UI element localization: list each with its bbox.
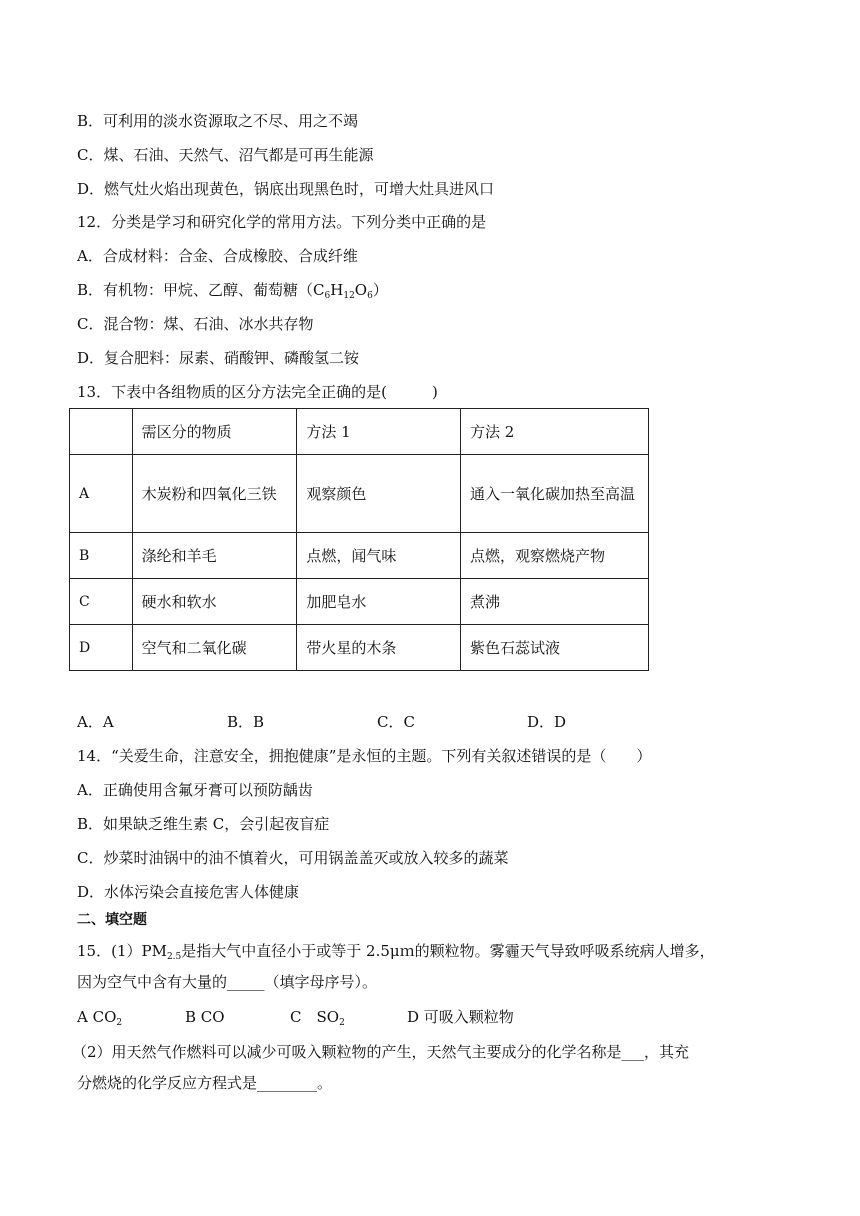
table-cell: 带火星的木条 bbox=[297, 625, 461, 671]
q13-option-d: D．D bbox=[527, 713, 567, 731]
formula-sub: 2 bbox=[116, 1018, 123, 1028]
q13-option-a: A．A bbox=[77, 713, 114, 731]
q15-part2-line2: 分燃烧的化学反应方程式是________。 bbox=[77, 1074, 333, 1092]
formula-part: C SO bbox=[290, 1008, 340, 1026]
table-header-cell: 方法 2 bbox=[461, 409, 649, 455]
table-cell: A bbox=[70, 455, 133, 533]
formula-sub: 12 bbox=[343, 291, 355, 301]
q11-option-d: D．燃气灶火焰出现黄色，锅底出现黑色时，可增大灶具进风口 bbox=[77, 180, 495, 198]
q15-option-b: B CO bbox=[185, 1008, 225, 1026]
q13-stem: 13．下表中各组物质的区分方法完全正确的是( ) bbox=[77, 383, 438, 401]
table-cell: D bbox=[70, 625, 133, 671]
q11-option-b: B．可利用的淡水资源取之不尽、用之不竭 bbox=[77, 112, 359, 130]
q13-option-b: B．B bbox=[227, 713, 265, 731]
q14-stem: 14．“关爱生命，注意安全，拥抱健康”是永恒的主题。下列有关叙述错误的是（ ） bbox=[77, 747, 652, 765]
table-cell: C bbox=[70, 579, 133, 625]
q12-option-a: A．合成材料：合金、合成橡胶、合成纤维 bbox=[77, 247, 358, 265]
formula-suffix: ） bbox=[372, 281, 388, 299]
q12-option-b bbox=[77, 280, 388, 300]
q14-option-b: B．如果缺乏维生素 C，会引起夜盲症 bbox=[77, 815, 330, 833]
table-cell: 空气和二氧化碳 bbox=[132, 625, 297, 671]
table-cell: 木炭粉和四氧化三铁 bbox=[132, 455, 297, 533]
formula-sub: 6 bbox=[367, 291, 373, 301]
q12-option-d: D．复合肥料：尿素、硝酸钾、磷酸氢二铵 bbox=[77, 349, 360, 367]
q14-option-d: D．水体污染会直接危害人体健康 bbox=[77, 883, 300, 901]
q12-option-c: C．混合物：煤、石油、冰水共存物 bbox=[77, 315, 314, 333]
table-row bbox=[70, 579, 649, 625]
table-cell: 紫色石蕊试液 bbox=[461, 625, 649, 671]
table-cell: 观察颜色 bbox=[297, 455, 461, 533]
table-header-cell: 需区分的物质 bbox=[132, 409, 297, 455]
table-cell: B bbox=[70, 533, 133, 579]
q15-options bbox=[77, 1007, 514, 1027]
q15-prefix: 15．(1）PM bbox=[77, 942, 167, 960]
table-cell: 加肥皂水 bbox=[297, 579, 461, 625]
table-cell: 点燃，闻气味 bbox=[297, 533, 461, 579]
q14-option-a: A．正确使用含氟牙膏可以预防龋齿 bbox=[77, 781, 313, 799]
section-title: 二、填空题 bbox=[77, 912, 147, 928]
formula-part: O bbox=[354, 281, 368, 299]
q15-part1-line2: 因为空气中含有大量的_____（填字母序号）。 bbox=[77, 973, 378, 991]
q11-option-c: C．煤、石油、天然气、沼气都是可再生能源 bbox=[77, 146, 374, 164]
q12-stem: 12．分类是学习和研究化学的常用方法。下列分类中正确的是 bbox=[77, 213, 487, 231]
formula-sub: 2.5 bbox=[166, 952, 182, 962]
table-header-cell bbox=[70, 409, 133, 455]
table-cell: 通入一氧化碳加热至高温 bbox=[461, 455, 649, 533]
q15-option-a bbox=[77, 1007, 185, 1027]
q13-option-c: C．C bbox=[377, 713, 415, 731]
q13-options bbox=[77, 712, 677, 732]
table-row bbox=[70, 625, 649, 671]
formula-part: A CO bbox=[77, 1008, 117, 1026]
table-header-cell: 方法 1 bbox=[297, 409, 461, 455]
q15-text: 是指大气中直径小于或等于 2.5μｍ的颗粒物。雾霾天气导致呼吸系统病人增多， bbox=[181, 942, 715, 960]
q15-part2-line1: （2）用天然气作燃料可以减少可吸入颗粒物的产生，天然气主要成分的化学名称是___，其充 bbox=[72, 1043, 690, 1061]
table-row bbox=[70, 533, 649, 579]
q12-option-b-prefix: B．有机物：甲烷、乙醇、葡萄糖（C bbox=[77, 281, 325, 299]
table-header-row bbox=[70, 409, 649, 455]
table-cell: 涤纶和羊毛 bbox=[132, 533, 297, 579]
q15-part1-line1 bbox=[77, 941, 715, 961]
q15-option-d: D 可吸入颗粒物 bbox=[407, 1008, 514, 1026]
table-cell: 煮沸 bbox=[461, 579, 649, 625]
q14-option-c: C．炒菜时油锅中的油不慎着火，可用锅盖盖灭或放入较多的蔬菜 bbox=[77, 849, 509, 867]
q13-table bbox=[69, 408, 649, 671]
table-cell: 硬水和软水 bbox=[132, 579, 297, 625]
formula-part: H bbox=[330, 281, 344, 299]
table-cell: 点燃，观察燃烧产物 bbox=[461, 533, 649, 579]
table-row bbox=[70, 455, 649, 533]
q15-option-c bbox=[290, 1007, 407, 1027]
formula-sub: 6 bbox=[324, 291, 331, 301]
formula-sub: 2 bbox=[339, 1018, 345, 1028]
